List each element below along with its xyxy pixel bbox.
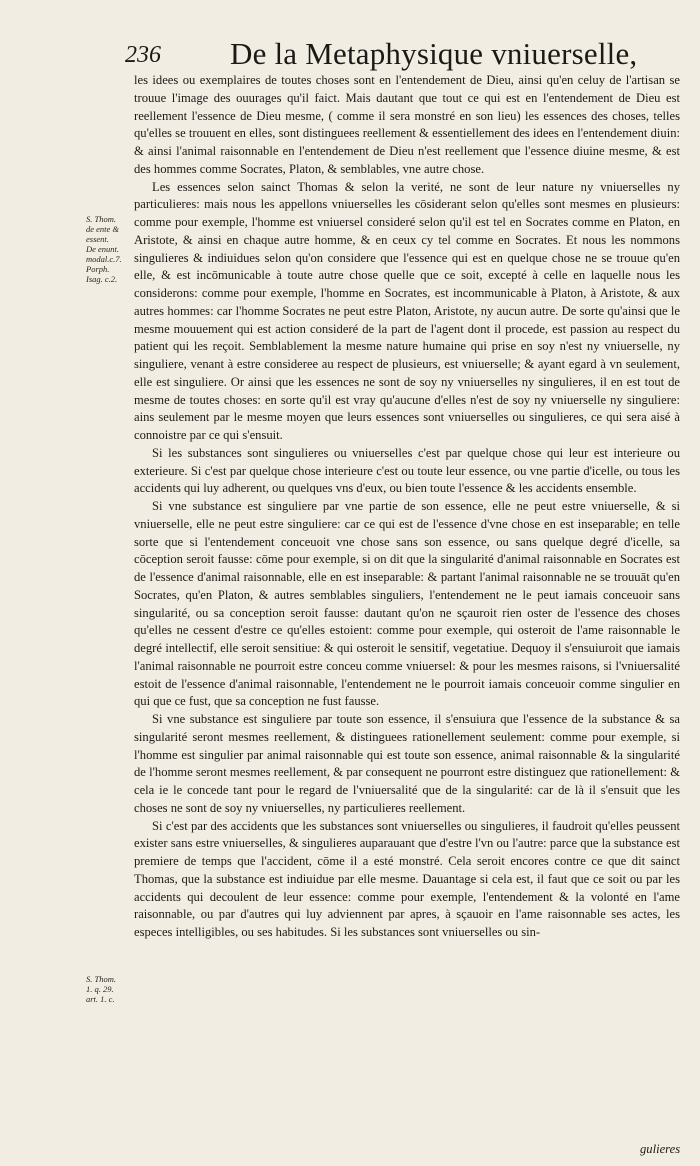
paragraph: Si c'est par des accidents que les substances sont vniuerselles ou singulieres, il faudroit qu'elles peussent exister sans estre vniuerselles, & singulieres auparauant que d'estre l'vn ou l'autre: parce que la substance est premiere de temps que l'accident, cōme il a esté monstré. Cela seroit encores contre ce que dit sainct Thomas, que la substance est indiuidue par elle mesme. Dauantage si cela est, il faut que ce soit ou par les accidents qui decoulent de leur essence: comme pour exemple, l'entendement & la volonté en l'ame raisonnable, ou par d'autres qui luy adviennent par apres, à sçauoir en l'ame raisonnable ses actes, les especes intelligibles, ou ses habitudes. Si les substances sont vniuerselles ou sin- [134, 818, 680, 939]
margin-note-line: S. Thom. [86, 974, 116, 984]
paragraph: Les essences selon sainct Thomas & selon la verité, ne sont de leur nature ny vniuerselles ny particulieres: mais nous les appellons vniuerselles les cōsiderant selon qu'elles sont mesmes en plusieurs: comme pour exemple, l'homme est vniuersel consideré selon qu'il est tel en Socrates comme en Platon, en Aristote, & ainsi en chaque autre homme, & en ceux cy tel comme en Socrates. Et nous les nommons singulieres & indiuidues selon qu'on considere que l'essence qui est en quelque chose ne se trouue qu'en elle, & est incōmunicable à toute autre chose quelle que ce soit, excepté à celle en laquelle nous les considerons: comme pour exemple, l'homme en Socrates, est incommunicable à Platon, à Aristote, & aux autres hommes: car l'homme Socrates ne peut estre Platon, Aristote, ny aucun autre. De sorte qu'ainsi que le mesme mouuement qui est action consideré de la part de l'agent dont il procede, est passion au respect du patient qui les reçoit. Semblablement la mesme nature humaine qui prise en soy n'est ny vniuerselle, ny singuliere, venant à estre consideree au respect de plusieurs, est vniuerselle; & ayant egard à vn seulement, elle est singuliere. Or ainsi que les essences ne sont de soy ny vniuerselles ny singulieres, il en est tout de mesme de toutes choses: en sorte qu'il est vray qu'aucune d'elles n'est de soy ny vniuerselle ny singuliere: ains seulement par le mesme moyen que leurs essences sont vniuerselles ou singulieres, ce qui sera aisé à connoistre par ce qui s'ensuit. [134, 179, 680, 442]
paragraph: Si les substances sont singulieres ou vniuerselles c'est par quelque chose qui leur est interieure ou exterieure. Si c'est par quelque chose interieure c'est ou toute leur essence, ou vne partie d'icelle, ou tous les accidents qui luy adherent, ou quelques vns d'eux, ou bien toute l'essence & les accidents ensemble. [134, 445, 680, 496]
margin-note-line: de ente & [86, 224, 120, 234]
margin-note-line: S. Thom. [86, 214, 116, 224]
page-number: 236 [125, 42, 161, 68]
margin-note-thomas-summa [86, 974, 132, 1004]
margin-note-line: Isag. c.2. [86, 274, 118, 284]
body-text [134, 72, 680, 1142]
margin-note-line: modal.c.7. [86, 254, 122, 264]
paragraph: Si vne substance est singuliere par toute son essence, il s'ensuiura que l'essence de la substance & sa singularité seront mesmes reellement, & distinguees rationellement seulement: comme pour exemple, si l'homme est singulier par animal raisonnable qui est toute son essence, animal raisonnable & la singularité de l'homme seront mesmes reellement, & par consequent ne pourront estre distinguez que rationellement: & cela ie le concede tant pour le regard de l'vniuersalité que de la singularité: car de là il s'ensuit que les choses ne sont de soy ny vniuerselles, ny particulieres reellement. [134, 712, 680, 815]
margin-note-line: art. 1. c. [86, 994, 115, 1004]
paragraph: les idees ou exemplaires de toutes choses sont en l'entendement de Dieu, ainsi qu'en celuy de l'artisan se trouue l'image des ouurages qu'il faict. Mais dautant que tout ce qui est en l'entendement de Dieu est reellement l'essence de Dieu mesme, ( comme il sera monstré en son lieu) les essences des choses, telles qu'elles se trouuent en elles, sont distinguees reellement & essentiellement des idees en l'entendement diuin: & ainsi l'animal raisonnable en l'entendement de Dieu n'est reellement que l'essence diuine mesme, & est des hommes comme Socrates, Platon, & semblables, vne autre chose. [134, 73, 680, 176]
margin-note-line: 1. q. 29. [86, 984, 114, 994]
margin-note-line: essent. [86, 234, 109, 244]
paragraph: Si vne substance est singuliere par vne partie de son essence, elle ne peut estre vniuerselle, & si vniuerselle, elle ne peut estre singuliere: car ce qui est de l'essence d'vne chose en est inseparable; en telle sorte que si l'entendement conceuoit vne chose sans son essence, ou sans quelque degré d'icelle, sa cōception seroit fausse: cōme pour exemple, si on dit que la singularité d'animal raisonnable en Socrates est de l'essence d'animal raisonnable, elle en est inseparable: & partant l'animal raisonnable ne se trouuāt qu'en Socrates, qu'en Platon, & autres semblables singuliers, l'entendement ne le peut iamais conceuoir sans singularité, ou sa conception seroit fausse: dautant qu'on ne sçauroit rien oster de l'essence des choses qu'elles ne cessent d'estre ce qu'elles estoient: comme pour exemple, qui osteroit de l'ame raisonnable le degré intellectif, elle seroit sensitiue: & qui osteroit le sensitif, vegetatiue. Dequoy il s'ensuiuroit que iamais l'animal raisonnable ne pourroit estre conceu comme vniuersel: & pour les mesmes raisons, si l'vniuersalité estoit de l'essence d'animal raisonnable, l'entendement ne le pourroit iamais conceuoir comme singulier en qui que ce fust, que sa conception ne fust fausse. [134, 499, 680, 709]
running-head: De la Metaphysique vniuerselle, [230, 36, 638, 71]
margin-note-line: Porph. [86, 264, 110, 274]
margin-note-thomas-porphyry [86, 214, 132, 284]
catchword: gulieres [640, 1142, 681, 1156]
margin-note-line: De enunt. [86, 244, 120, 254]
